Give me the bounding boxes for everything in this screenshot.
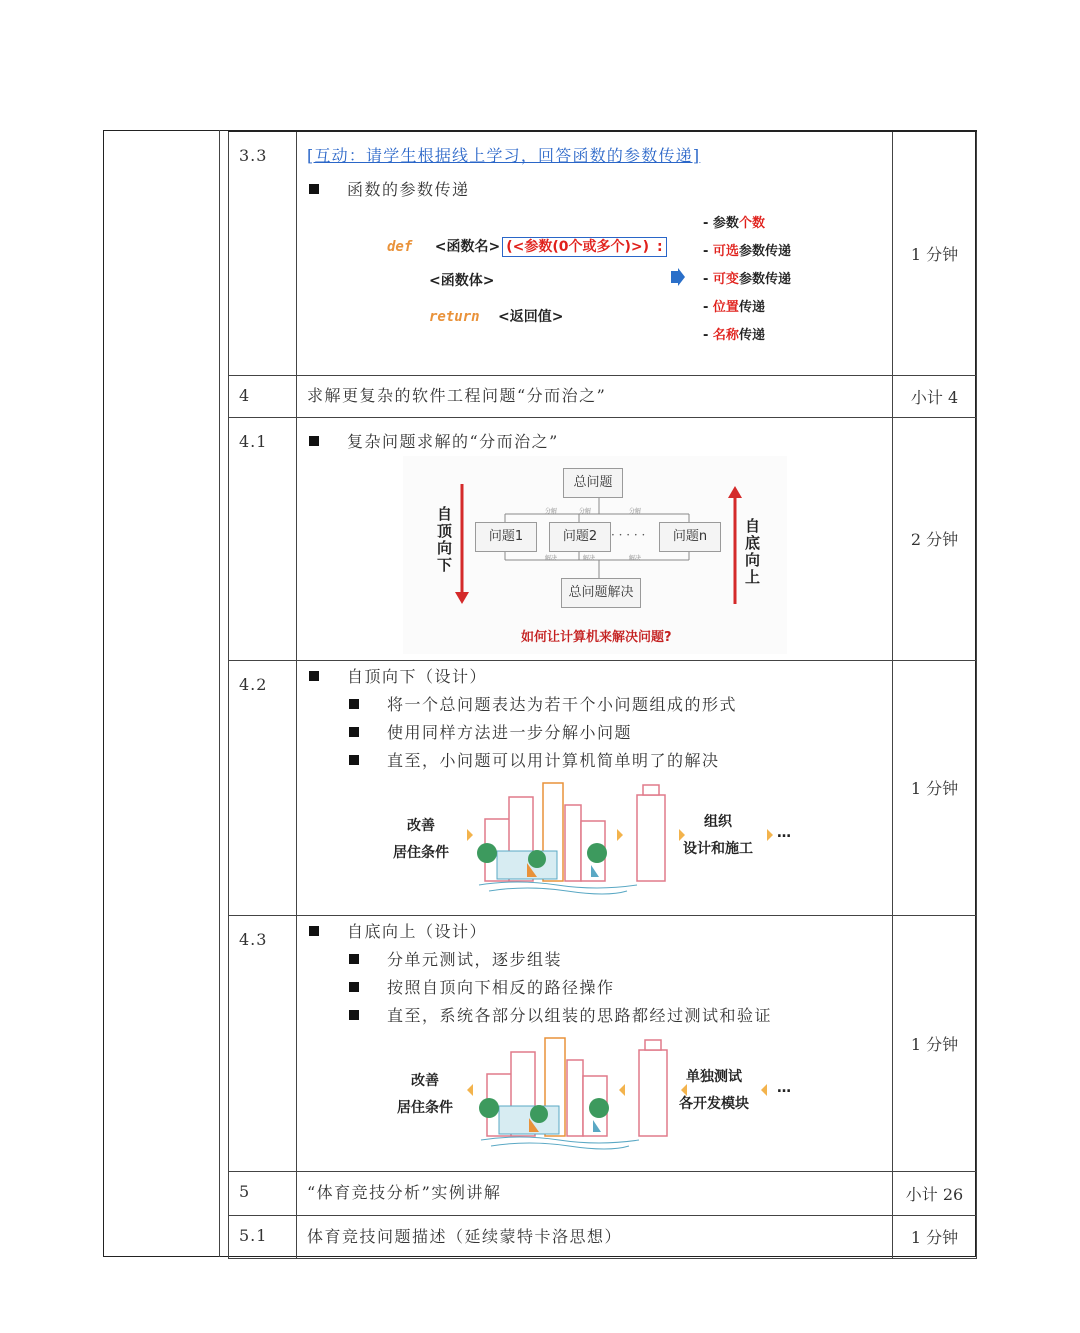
problem-box: 问题1 xyxy=(475,522,537,552)
sub-bullet-text: 使用同样方法进一步分解小问题 xyxy=(387,722,633,742)
bullet-text: 函数的参数传递 xyxy=(347,180,470,199)
bottom-up-label: 自底向上 xyxy=(745,516,761,586)
solve-label: 解决 xyxy=(583,554,596,562)
row-content xyxy=(297,1171,893,1215)
right-caption: 单独测试 各开发模块 xyxy=(679,1068,749,1112)
row-time: 小计 4 xyxy=(893,375,977,417)
bullet-text: 复杂问题求解的“分而治之” xyxy=(347,431,559,451)
bullet-icon xyxy=(349,982,359,992)
row-content xyxy=(297,660,893,915)
row-text: 求解更复杂的软件工程问题“分而治之” xyxy=(307,386,607,405)
row-content xyxy=(297,375,893,417)
bullet-icon xyxy=(309,436,319,446)
params-text: (<参数(0个或多个)>) xyxy=(506,239,650,255)
colon-text: : xyxy=(657,239,663,255)
row-content xyxy=(297,1215,893,1258)
row-time: 1 分钟 xyxy=(893,1215,977,1258)
function-parameter-figure xyxy=(307,204,892,356)
note-item: - 名称传递 xyxy=(703,328,765,343)
note-item: - 可变参数传递 xyxy=(703,272,791,287)
def-keyword: def xyxy=(387,239,413,255)
row-number: 5.1 xyxy=(229,1215,297,1258)
interaction-link[interactable]: [互动：请学生根据线上学习，回答函数的参数传递] xyxy=(307,146,701,165)
row-text: 体育竞技问题描述（延续蒙特卡洛思想） xyxy=(307,1226,623,1246)
top-down-label: 自顶向下 xyxy=(437,504,453,574)
top-problem-box: 总问题 xyxy=(563,468,623,498)
bullet-icon xyxy=(349,755,359,765)
sub-bullet-text: 分单元测试，逐步组装 xyxy=(387,949,563,969)
blue-arrow-icon xyxy=(671,268,685,286)
note-item: - 参数个数 xyxy=(703,216,765,231)
return-keyword: return xyxy=(429,309,480,325)
note-item: - 位置传递 xyxy=(703,300,765,315)
solve-label: 解决 xyxy=(545,554,558,562)
city-illustration xyxy=(457,781,807,901)
bullet-icon xyxy=(349,1010,359,1020)
ellipsis-text: … xyxy=(777,824,791,841)
bullet-icon xyxy=(309,671,319,681)
row-time: 1 分钟 xyxy=(893,915,977,1171)
ellipsis-text: … xyxy=(777,1079,791,1096)
sub-bullet-text: 按照自顶向下相反的路径操作 xyxy=(387,977,615,997)
question-text: 如何让计算机来解决问题? xyxy=(521,629,672,645)
parameter-notes xyxy=(703,210,791,350)
row-time: 小计 26 xyxy=(893,1171,977,1215)
split-label: 分解 xyxy=(629,507,642,515)
note-item: - 可选参数传递 xyxy=(703,244,791,259)
bullet-icon xyxy=(309,184,319,194)
left-blank-column xyxy=(103,130,220,1257)
row-text: “体育竞技分析”实例讲解 xyxy=(307,1183,502,1202)
return-value-text: <返回值> xyxy=(498,309,564,325)
row-time: 1 分钟 xyxy=(893,131,977,375)
bottom-up-building-figure xyxy=(307,1030,892,1158)
city-illustration xyxy=(457,1036,807,1156)
divide-conquer-figure xyxy=(403,456,787,654)
func-body-text: <函数体> xyxy=(429,273,495,289)
bullet-icon xyxy=(349,727,359,737)
row-number: 4.3 xyxy=(229,915,297,1171)
table-row xyxy=(229,660,977,915)
top-down-building-figure xyxy=(307,775,892,903)
row-content xyxy=(297,915,893,1171)
table-row xyxy=(229,417,977,660)
bullet-icon xyxy=(349,699,359,709)
split-label: 分解 xyxy=(579,507,592,515)
func-name-text: <函数名> xyxy=(434,239,501,255)
sub-bullet-text: 直至，系统各部分以组装的思路都经过测试和验证 xyxy=(387,1005,773,1025)
row-number: 5 xyxy=(229,1171,297,1215)
ellipsis-text: · · · · · xyxy=(611,527,646,542)
problem-box: 问题2 xyxy=(549,522,611,552)
split-label: 分解 xyxy=(545,507,558,515)
left-caption: 改善 居住条件 xyxy=(397,1072,453,1116)
row-time: 2 分钟 xyxy=(893,417,977,660)
row-number: 4 xyxy=(229,375,297,417)
row-content xyxy=(297,417,893,660)
bullet-icon xyxy=(309,926,319,936)
left-caption: 改善 居住条件 xyxy=(393,817,449,861)
bullet-icon xyxy=(349,954,359,964)
row-number: 3.3 xyxy=(229,131,297,375)
table-row xyxy=(229,375,977,417)
bottom-problem-box: 总问题解决 xyxy=(561,578,641,608)
bullet-text: 自顶向下（设计） xyxy=(347,666,488,686)
bullet-text: 自底向上（设计） xyxy=(347,921,488,941)
sub-bullet-text: 将一个总问题表达为若干个小问题组成的形式 xyxy=(387,694,738,714)
table-row xyxy=(229,1171,977,1215)
solve-label: 解决 xyxy=(629,554,642,562)
row-number: 4.1 xyxy=(229,417,297,660)
row-content xyxy=(297,131,893,375)
sub-bullet-text: 直至，小问题可以用计算机简单明了的解决 xyxy=(387,750,720,770)
table-row xyxy=(229,1215,977,1258)
row-number: 4.2 xyxy=(229,660,297,915)
row-time: 1 分钟 xyxy=(893,660,977,915)
lesson-plan-table xyxy=(228,130,977,1259)
table-row xyxy=(229,915,977,1171)
problem-box: 问题n xyxy=(659,522,721,552)
table-row xyxy=(229,131,977,375)
right-caption: 组织 设计和施工 xyxy=(683,813,753,857)
